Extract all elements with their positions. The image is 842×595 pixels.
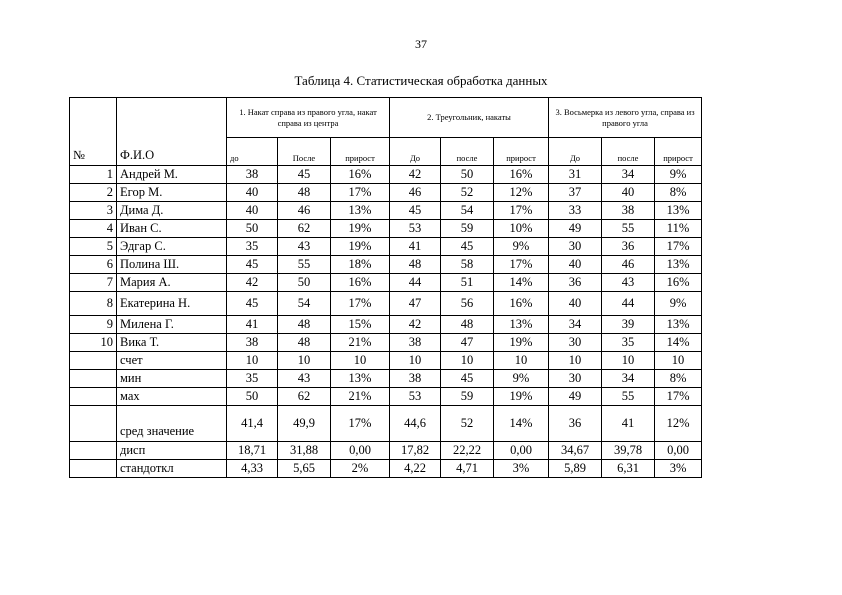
stats-label: мах bbox=[117, 388, 227, 406]
value-cell: 48 bbox=[390, 256, 441, 274]
stats-value-cell: 0,00 bbox=[655, 442, 702, 460]
header-sub: после bbox=[602, 138, 655, 166]
row-number: 9 bbox=[70, 316, 117, 334]
stats-label: стандоткл bbox=[117, 460, 227, 478]
value-cell: 13% bbox=[655, 316, 702, 334]
value-cell: 18% bbox=[331, 256, 390, 274]
header-group-row bbox=[70, 98, 702, 138]
page-number: 37 bbox=[415, 37, 427, 51]
value-cell: 43 bbox=[602, 274, 655, 292]
value-cell: 14% bbox=[655, 334, 702, 352]
value-cell: 13% bbox=[655, 202, 702, 220]
table-caption: Таблица 4. Статистическая обработка данных bbox=[294, 73, 548, 88]
stats-value-cell: 0,00 bbox=[331, 442, 390, 460]
stats-value-cell: 59 bbox=[441, 388, 494, 406]
student-name: Егор М. bbox=[117, 184, 227, 202]
value-cell: 44 bbox=[602, 292, 655, 316]
student-name: Эдгар С. bbox=[117, 238, 227, 256]
row-number: 5 bbox=[70, 238, 117, 256]
value-cell: 53 bbox=[390, 220, 441, 238]
student-name: Полина Ш. bbox=[117, 256, 227, 274]
stats-value-cell: 18,71 bbox=[227, 442, 278, 460]
stats-empty-cell bbox=[70, 406, 117, 442]
value-cell: 21% bbox=[331, 334, 390, 352]
stats-value-cell: 3% bbox=[655, 460, 702, 478]
value-cell: 16% bbox=[331, 274, 390, 292]
stats-row bbox=[70, 442, 702, 460]
stats-value-cell: 10 bbox=[549, 352, 602, 370]
stats-value-cell: 36 bbox=[549, 406, 602, 442]
stats-value-cell: 19% bbox=[494, 388, 549, 406]
table-row bbox=[70, 220, 702, 238]
value-cell: 51 bbox=[441, 274, 494, 292]
header-no-cell-top bbox=[70, 98, 117, 138]
student-name: Мария А. bbox=[117, 274, 227, 292]
stats-value-cell: 10 bbox=[331, 352, 390, 370]
value-cell: 17% bbox=[331, 292, 390, 316]
stats-value-cell: 34,67 bbox=[549, 442, 602, 460]
value-cell: 52 bbox=[441, 184, 494, 202]
value-cell: 15% bbox=[331, 316, 390, 334]
table-row bbox=[70, 316, 702, 334]
value-cell: 54 bbox=[278, 292, 331, 316]
value-cell: 17% bbox=[655, 238, 702, 256]
student-name: Екатерина Н. bbox=[117, 292, 227, 316]
stats-value-cell: 35 bbox=[227, 370, 278, 388]
row-number: 8 bbox=[70, 292, 117, 316]
value-cell: 47 bbox=[441, 334, 494, 352]
value-cell: 42 bbox=[227, 274, 278, 292]
value-cell: 36 bbox=[602, 238, 655, 256]
stats-value-cell: 12% bbox=[655, 406, 702, 442]
stats-empty-cell bbox=[70, 442, 117, 460]
table-row bbox=[70, 334, 702, 352]
value-cell: 16% bbox=[655, 274, 702, 292]
value-cell: 39 bbox=[602, 316, 655, 334]
stats-value-cell: 41,4 bbox=[227, 406, 278, 442]
header-sub: после bbox=[441, 138, 494, 166]
value-cell: 48 bbox=[278, 316, 331, 334]
value-cell: 40 bbox=[549, 292, 602, 316]
stats-value-cell: 41 bbox=[602, 406, 655, 442]
value-cell: 19% bbox=[331, 220, 390, 238]
stats-empty-cell bbox=[70, 460, 117, 478]
table-row bbox=[70, 292, 702, 316]
header-group-2: 2. Треугольник, накаты bbox=[390, 98, 549, 138]
value-cell: 38 bbox=[227, 166, 278, 184]
value-cell: 40 bbox=[227, 184, 278, 202]
student-name: Милена Г. bbox=[117, 316, 227, 334]
stats-value-cell: 10 bbox=[278, 352, 331, 370]
stats-label: мин bbox=[117, 370, 227, 388]
value-cell: 43 bbox=[278, 238, 331, 256]
value-cell: 45 bbox=[227, 256, 278, 274]
value-cell: 50 bbox=[278, 274, 331, 292]
value-cell: 49 bbox=[549, 220, 602, 238]
value-cell: 54 bbox=[441, 202, 494, 220]
value-cell: 48 bbox=[278, 184, 331, 202]
value-cell: 30 bbox=[549, 334, 602, 352]
stats-row bbox=[70, 352, 702, 370]
stats-empty-cell bbox=[70, 352, 117, 370]
header-sub: До bbox=[390, 138, 441, 166]
stats-row bbox=[70, 388, 702, 406]
stats-value-cell: 5,89 bbox=[549, 460, 602, 478]
value-cell: 17% bbox=[494, 202, 549, 220]
stats-value-cell: 6,31 bbox=[602, 460, 655, 478]
value-cell: 47 bbox=[390, 292, 441, 316]
header-sub: прирост bbox=[655, 138, 702, 166]
stats-value-cell: 8% bbox=[655, 370, 702, 388]
value-cell: 56 bbox=[441, 292, 494, 316]
stats-value-cell: 10 bbox=[494, 352, 549, 370]
student-name: Дима Д. bbox=[117, 202, 227, 220]
stats-value-cell: 45 bbox=[441, 370, 494, 388]
stats-value-cell: 39,78 bbox=[602, 442, 655, 460]
stats-empty-cell bbox=[70, 388, 117, 406]
value-cell: 50 bbox=[441, 166, 494, 184]
value-cell: 40 bbox=[227, 202, 278, 220]
table-row bbox=[70, 274, 702, 292]
value-cell: 16% bbox=[331, 166, 390, 184]
value-cell: 44 bbox=[390, 274, 441, 292]
table-row bbox=[70, 256, 702, 274]
value-cell: 13% bbox=[331, 202, 390, 220]
value-cell: 9% bbox=[494, 238, 549, 256]
value-cell: 17% bbox=[331, 184, 390, 202]
stats-value-cell: 3% bbox=[494, 460, 549, 478]
value-cell: 35 bbox=[602, 334, 655, 352]
stats-value-cell: 38 bbox=[390, 370, 441, 388]
stats-value-cell: 44,6 bbox=[390, 406, 441, 442]
stats-value-cell: 4,71 bbox=[441, 460, 494, 478]
row-number: 6 bbox=[70, 256, 117, 274]
stats-label: счет bbox=[117, 352, 227, 370]
stats-value-cell: 49,9 bbox=[278, 406, 331, 442]
value-cell: 38 bbox=[227, 334, 278, 352]
value-cell: 45 bbox=[390, 202, 441, 220]
value-cell: 34 bbox=[549, 316, 602, 334]
stats-value-cell: 49 bbox=[549, 388, 602, 406]
value-cell: 58 bbox=[441, 256, 494, 274]
stats-value-cell: 10 bbox=[602, 352, 655, 370]
value-cell: 13% bbox=[655, 256, 702, 274]
value-cell: 37 bbox=[549, 184, 602, 202]
student-name: Вика Т. bbox=[117, 334, 227, 352]
header-sub: до bbox=[227, 138, 278, 166]
value-cell: 50 bbox=[227, 220, 278, 238]
row-number: 10 bbox=[70, 334, 117, 352]
value-cell: 45 bbox=[227, 292, 278, 316]
stats-value-cell: 43 bbox=[278, 370, 331, 388]
stats-label: сред значение bbox=[117, 406, 227, 442]
value-cell: 33 bbox=[549, 202, 602, 220]
stats-value-cell: 4,22 bbox=[390, 460, 441, 478]
value-cell: 10% bbox=[494, 220, 549, 238]
stats-value-cell: 34 bbox=[602, 370, 655, 388]
header-sub: До bbox=[549, 138, 602, 166]
value-cell: 38 bbox=[602, 202, 655, 220]
table-row bbox=[70, 202, 702, 220]
stats-value-cell: 2% bbox=[331, 460, 390, 478]
header-sub: прирост bbox=[331, 138, 390, 166]
header-name: Ф.И.О bbox=[117, 138, 227, 166]
value-cell: 40 bbox=[602, 184, 655, 202]
stats-value-cell: 13% bbox=[331, 370, 390, 388]
value-cell: 19% bbox=[494, 334, 549, 352]
student-name: Иван С. bbox=[117, 220, 227, 238]
stats-label: дисп bbox=[117, 442, 227, 460]
header-group-3: 3. Восьмерка из левого угла, справа из правого угла bbox=[549, 98, 702, 138]
stats-value-cell: 17% bbox=[655, 388, 702, 406]
stats-value-cell: 14% bbox=[494, 406, 549, 442]
stats-value-cell: 52 bbox=[441, 406, 494, 442]
value-cell: 46 bbox=[390, 184, 441, 202]
value-cell: 16% bbox=[494, 292, 549, 316]
value-cell: 40 bbox=[549, 256, 602, 274]
stats-value-cell: 21% bbox=[331, 388, 390, 406]
value-cell: 36 bbox=[549, 274, 602, 292]
row-number: 4 bbox=[70, 220, 117, 238]
stats-value-cell: 10 bbox=[655, 352, 702, 370]
stats-row bbox=[70, 406, 702, 442]
value-cell: 38 bbox=[390, 334, 441, 352]
value-cell: 11% bbox=[655, 220, 702, 238]
stats-value-cell: 10 bbox=[390, 352, 441, 370]
value-cell: 12% bbox=[494, 184, 549, 202]
value-cell: 35 bbox=[227, 238, 278, 256]
value-cell: 55 bbox=[278, 256, 331, 274]
stats-row bbox=[70, 460, 702, 478]
table-row bbox=[70, 184, 702, 202]
header-sub: После bbox=[278, 138, 331, 166]
table-row bbox=[70, 166, 702, 184]
stats-value-cell: 30 bbox=[549, 370, 602, 388]
value-cell: 55 bbox=[602, 220, 655, 238]
row-number: 1 bbox=[70, 166, 117, 184]
stats-value-cell: 53 bbox=[390, 388, 441, 406]
header-name-cell-top bbox=[117, 98, 227, 138]
stats-value-cell: 31,88 bbox=[278, 442, 331, 460]
stats-value-cell: 55 bbox=[602, 388, 655, 406]
value-cell: 16% bbox=[494, 166, 549, 184]
value-cell: 62 bbox=[278, 220, 331, 238]
header-sub-row bbox=[70, 138, 702, 166]
value-cell: 46 bbox=[602, 256, 655, 274]
value-cell: 41 bbox=[390, 238, 441, 256]
stats-value-cell: 62 bbox=[278, 388, 331, 406]
value-cell: 45 bbox=[278, 166, 331, 184]
stats-value-cell: 17% bbox=[331, 406, 390, 442]
value-cell: 42 bbox=[390, 316, 441, 334]
value-cell: 42 bbox=[390, 166, 441, 184]
row-number: 2 bbox=[70, 184, 117, 202]
stats-empty-cell bbox=[70, 370, 117, 388]
header-sub: прирост bbox=[494, 138, 549, 166]
value-cell: 59 bbox=[441, 220, 494, 238]
value-cell: 8% bbox=[655, 184, 702, 202]
student-name: Андрей М. bbox=[117, 166, 227, 184]
row-number: 7 bbox=[70, 274, 117, 292]
statistics-table bbox=[69, 97, 702, 478]
value-cell: 46 bbox=[278, 202, 331, 220]
stats-value-cell: 10 bbox=[441, 352, 494, 370]
value-cell: 19% bbox=[331, 238, 390, 256]
stats-row bbox=[70, 370, 702, 388]
table-row bbox=[70, 238, 702, 256]
value-cell: 9% bbox=[655, 166, 702, 184]
value-cell: 48 bbox=[278, 334, 331, 352]
value-cell: 13% bbox=[494, 316, 549, 334]
value-cell: 48 bbox=[441, 316, 494, 334]
value-cell: 34 bbox=[602, 166, 655, 184]
stats-value-cell: 4,33 bbox=[227, 460, 278, 478]
row-number: 3 bbox=[70, 202, 117, 220]
stats-value-cell: 10 bbox=[227, 352, 278, 370]
value-cell: 41 bbox=[227, 316, 278, 334]
value-cell: 31 bbox=[549, 166, 602, 184]
stats-value-cell: 17,82 bbox=[390, 442, 441, 460]
header-no: № bbox=[70, 138, 117, 166]
header-group-1: 1. Накат справа из правого угла, накат справа из центра bbox=[227, 98, 390, 138]
value-cell: 17% bbox=[494, 256, 549, 274]
stats-value-cell: 9% bbox=[494, 370, 549, 388]
stats-value-cell: 5,65 bbox=[278, 460, 331, 478]
stats-value-cell: 50 bbox=[227, 388, 278, 406]
value-cell: 45 bbox=[441, 238, 494, 256]
stats-value-cell: 0,00 bbox=[494, 442, 549, 460]
value-cell: 9% bbox=[655, 292, 702, 316]
value-cell: 30 bbox=[549, 238, 602, 256]
stats-value-cell: 22,22 bbox=[441, 442, 494, 460]
value-cell: 14% bbox=[494, 274, 549, 292]
